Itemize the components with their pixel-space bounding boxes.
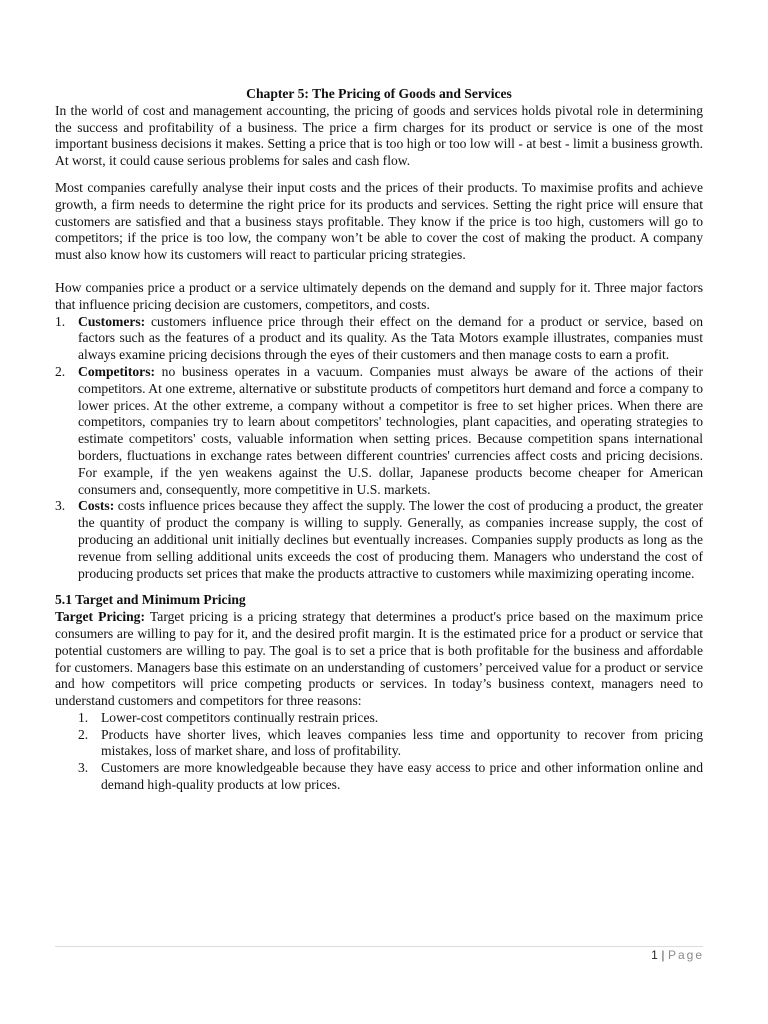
list-item [55,710,703,727]
list-item [55,727,703,761]
list-number: 3. [55,498,66,514]
factor-text: costs influence prices because they affect the supply. The lower the cost of producing a product, the greater the quantity of product the company is willing to supply. Generally, as companies increase supply, the cost of producing an additional unit initially declines but eventually increases. Companies supply products as long as the revenue from selling additional units exceeds the cost of producing them. Managers who understand the cost of producing products set prices that make the products attractive to customers while maximizing operating income. [78,498,703,581]
page-number: 1 [651,948,659,962]
list-number: 3. [78,760,89,776]
page-label: Page [667,948,704,962]
target-pricing-term: Target Pricing: [55,609,145,625]
factor-term: Costs: [78,498,115,514]
list-item [55,760,703,794]
factor-term: Customers: [78,313,146,329]
footer-separator: | [661,948,665,962]
section-heading: 5.1 Target and Minimum Pricing [55,592,246,608]
page-footer [651,948,704,962]
list-number: 2. [78,726,89,742]
list-item [55,498,703,582]
costs-prices-paragraph: Most companies carefully analyse their input costs and the prices of their products. To maximise profits and achieve growth, a firm needs to determine the right price for its products and services. Setting the right price will ensure that customers are satisfied and that a business stays profitable. They know if the price is too high, customers will go to competitors; if the price is too low, the company won’t be able to cover the cost of making the product. A company must also know how its customers will react to particular pricing strategies. [55,179,703,263]
list-item [55,314,703,364]
pricing-factors-list [55,314,703,583]
target-pricing-paragraph [55,609,703,710]
factor-text: no business operates in a vacuum. Companies must always be aware of the actions of their competitors. At one extreme, alternative or substitute products of competitors hurt demand and force a company to lower prices. At the other extreme, a company without a competitor is free to set higher prices. When there are competitors, companies try to learn about competitors' technologies, plant capacities, and operating strategies to estimate competitors' costs, valuable information when setting prices. Because competition spans international borders, fluctuations in exchange rates between different countries' currencies affect costs and pricing decisions. For example, if the yen weakens against the U.S. dollar, Japanese products become cheaper for American consumers and, consequently, more competitive in U.S. markets. [78,363,703,497]
factor-text: customers influence price through their effect on the demand for a product or service, based on factors such as the features of a product and its quality. As the Tata Motors example illustrates, companies must always examine pricing decisions through the eyes of their customers and then manage costs to earn a profit. [78,313,703,363]
footer-divider [55,946,703,947]
target-pricing-text: Target pricing is a pricing strategy that determines a product's price based on the maximum price consumers are willing to pay for it, and the desired profit margin. It is the estimated price for a product or service that potential customers are willing to pay. The goal is to set a price that is both profitable for the business and affordable for customers. Managers base this estimate on an understanding of customers’ perceived value for a product or service and how competitors will price competing products or services. In today’s business context, managers need to understand customers and competitors for three reasons: [55,609,703,709]
reason-text: Lower-cost competitors continually restrain prices. [101,709,379,725]
reason-text: Customers are more knowledgeable because they have easy access to price and other information online and demand high-quality products at low prices. [101,760,703,793]
list-number: 1. [78,709,89,725]
reasons-list [55,710,703,794]
reason-text: Products have shorter lives, which leaves companies less time and opportunity to recover from pricing mistakes, loss of market share, and loss of profitability. [101,726,703,759]
list-number: 2. [55,363,66,379]
chapter-title: Chapter 5: The Pricing of Goods and Services [246,86,512,101]
document-page [55,86,703,794]
intro-paragraph: In the world of cost and management accounting, the pricing of goods and services holds pivotal role in determining the success and profitability of a business. The price a firm charges for its product or service is one of the most important business decisions it makes. Setting a price that is too high or too low will - at best - limit a business growth. At worst, it could cause serious problems for sales and cash flow. [55,102,703,169]
list-item [55,364,703,498]
factor-term: Competitors: [78,363,156,379]
demand-supply-paragraph: How companies price a product or a service ultimately depends on the demand and supply for it. Three major factors that influence pricing decision are customers, competitors, and costs. [55,279,703,312]
list-number: 1. [55,313,66,329]
